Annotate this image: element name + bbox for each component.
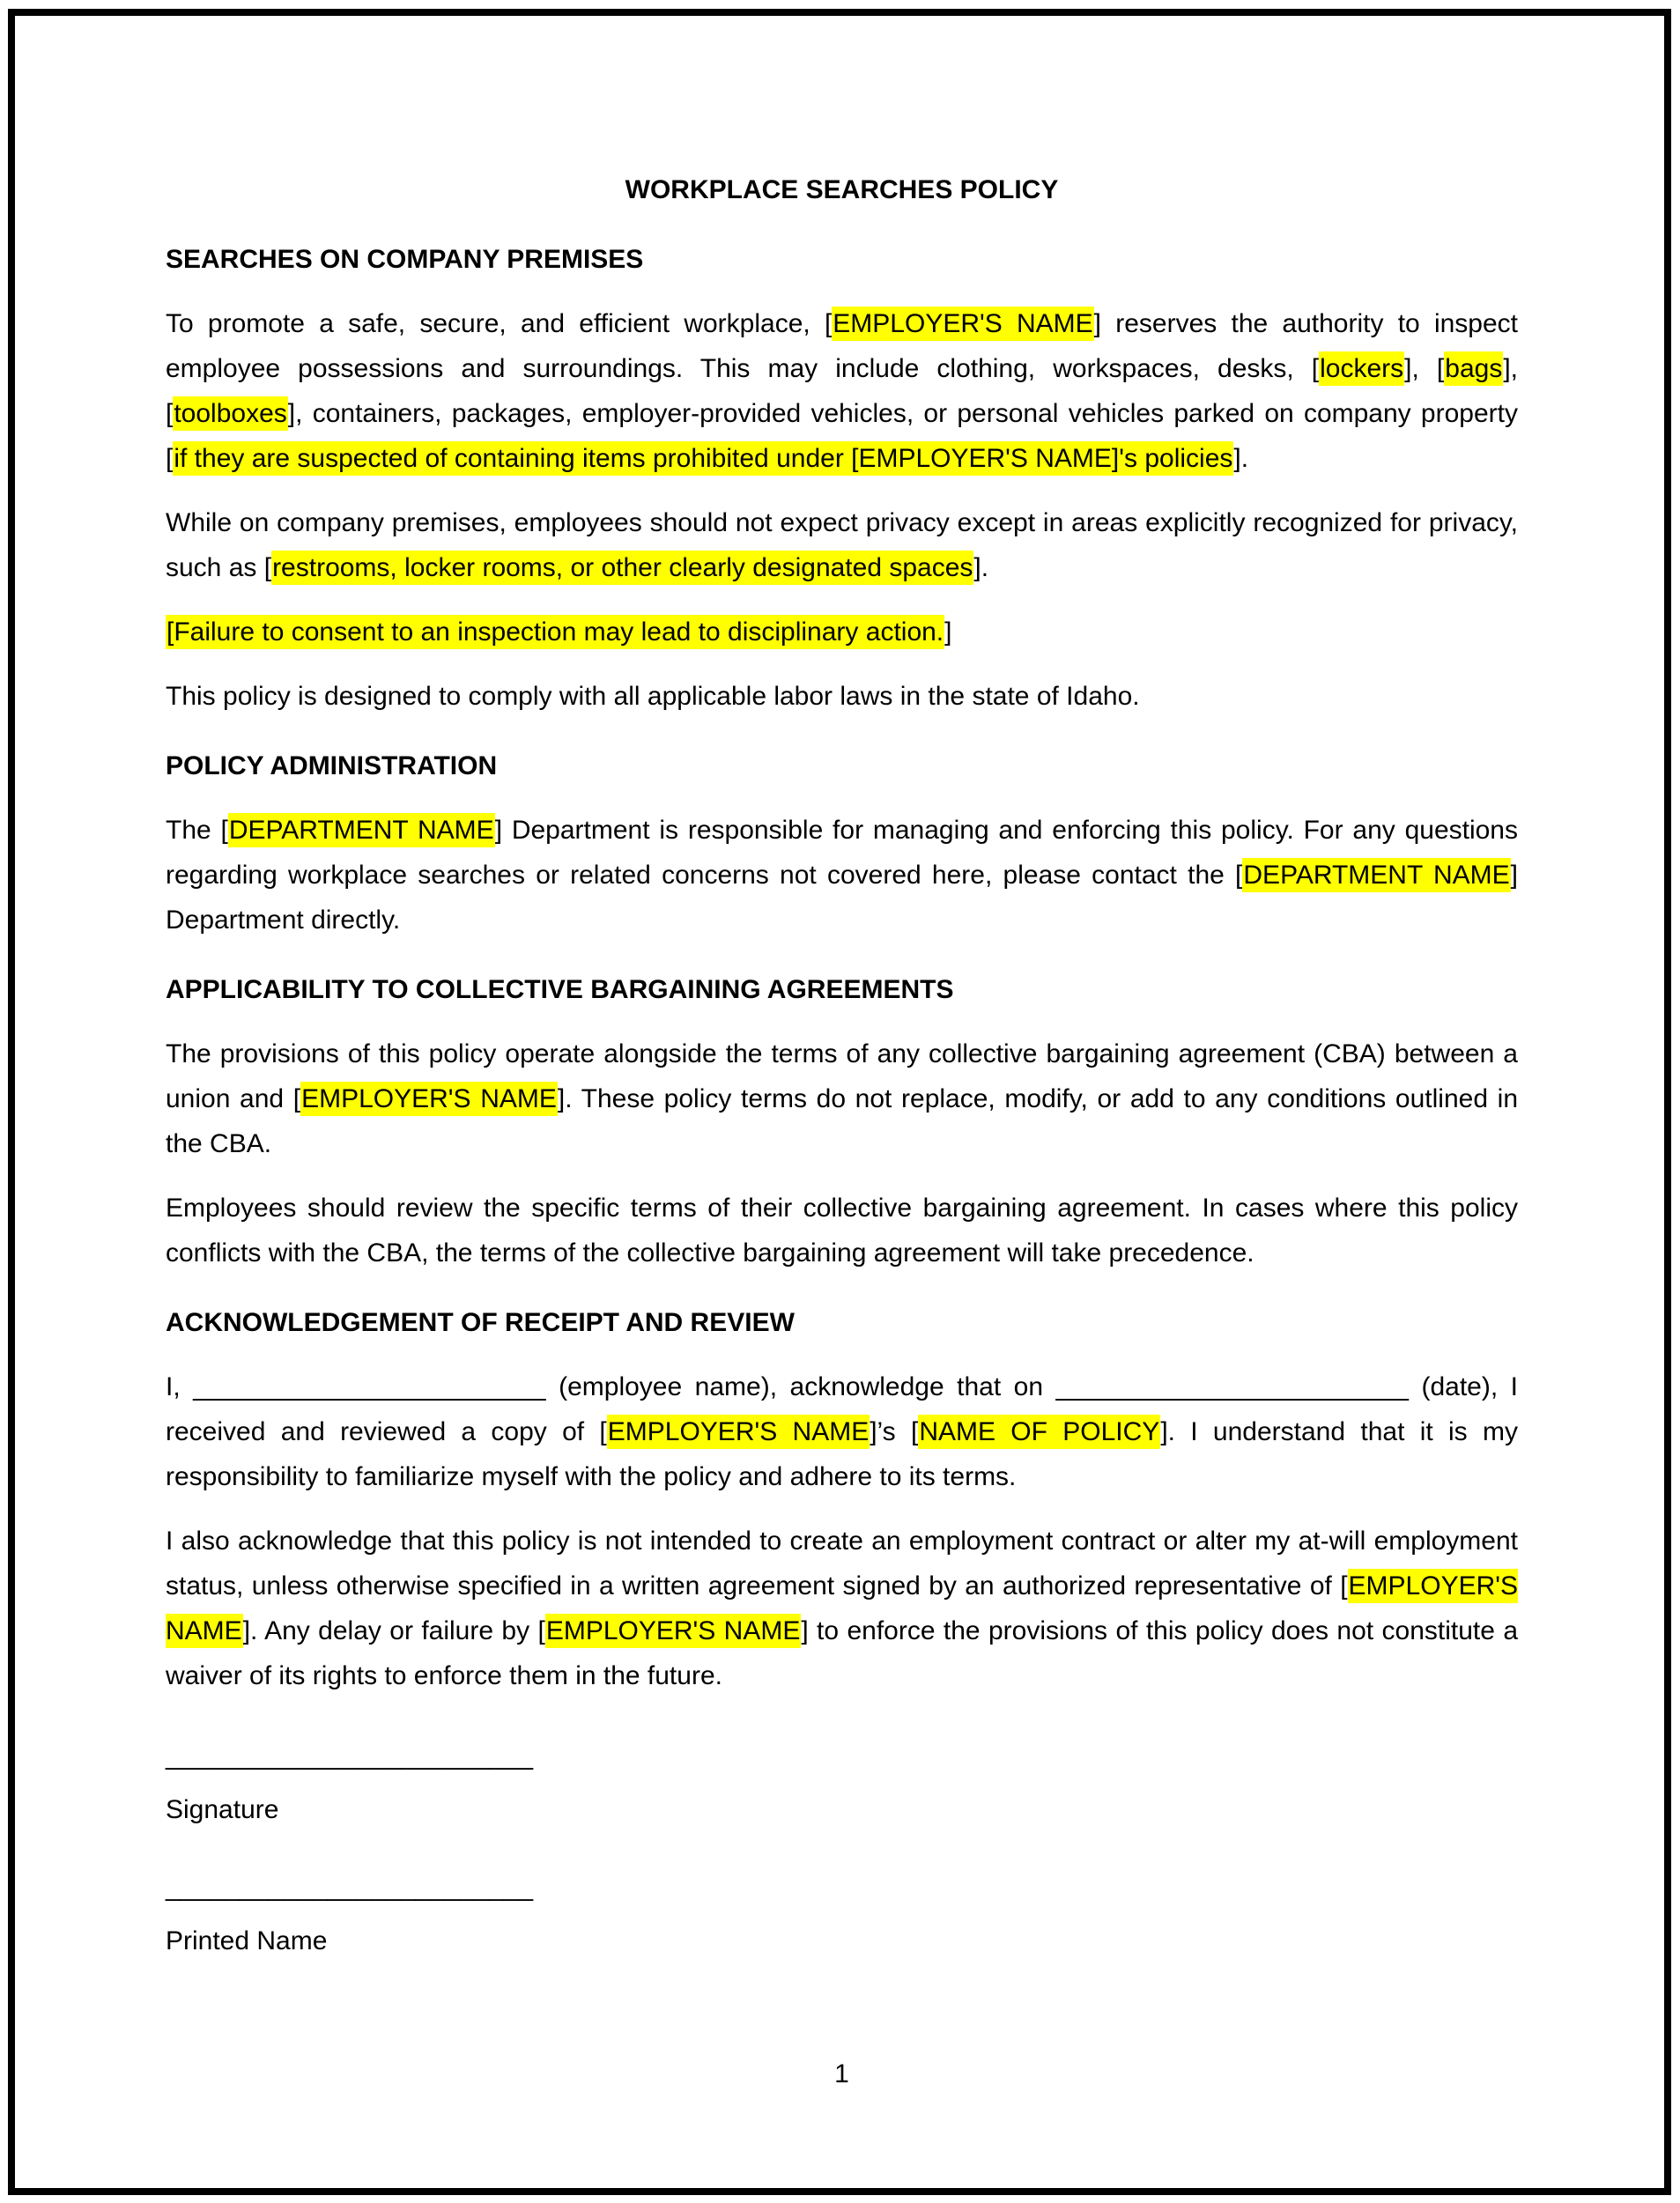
paragraph-policy-administration [166,808,1518,943]
document-content [166,0,1518,2096]
text-segment: Employees should review the specific terms of their collective bargaining agreement. In cases where this policy conflicts with the CBA, the terms of the collective bargaining agreement will take precedence. [166,1194,1518,1268]
section-heading-policy-administration: POLICY ADMINISTRATION [166,751,498,780]
printed-name-label: Printed Name [166,1926,328,1955]
highlighted-placeholder: DEPARTMENT NAME [1242,858,1510,892]
text-segment: The provisions of this policy operate alongside the terms of any collective bargaining agreement (CBA) between a union and [ [166,1039,1518,1113]
text-segment: To promote a safe, secure, and efficient workplace, [ [166,309,833,338]
text-segment: ]. I understand that it is my responsibility to familiarize myself with the policy and adhere to its terms. [166,1417,1518,1491]
highlighted-placeholder: EMPLOYER'S NAME [832,307,1093,341]
text-segment: ]’s [ [870,1417,919,1446]
highlighted-placeholder: NAME OF POLICY [918,1415,1160,1449]
text-segment: I also acknowledge that this policy is not intended to create an employment contract or alter my at-will employment status, unless otherwise specified in a written agreement signed by an authorized representative of [ [166,1527,1518,1601]
paragraph-labor-law-compliance [166,674,1518,719]
fill-in-blank[interactable]: ________________________ [1055,1372,1409,1401]
highlighted-placeholder: if they are suspected of containing items prohibited under [EMPLOYER'S NAME]'s policies [173,441,1233,476]
paragraph-privacy-expectation [166,500,1518,590]
text-segment: ] Department is responsible for managing and enforcing this policy. For any questions regarding workplace searches or related concerns not covered here, please contact the [ [166,816,1518,890]
paragraph-cba-precedence [166,1186,1518,1275]
section-heading-acknowledgement: ACKNOWLEDGEMENT OF RECEIPT AND REVIEW [166,1308,795,1337]
signature-line[interactable]: _________________________ [166,1741,534,1771]
fill-in-blank[interactable]: ________________________ [193,1372,546,1401]
highlighted-placeholder: lockers [1319,351,1404,386]
page-number: 1 [834,2059,849,2088]
document-title: WORKPLACE SEARCHES POLICY [625,175,1059,204]
paragraph-acknowledgement [166,1364,1518,1499]
highlighted-placeholder: EMPLOYER'S NAME [545,1614,802,1648]
text-segment: ], containers, packages, employer-provided vehicles, or personal vehicles parked on company property [ [166,399,1518,473]
highlighted-placeholder: bags [1444,351,1503,386]
section-heading-applicability-cba: APPLICABILITY TO COLLECTIVE BARGAINING AGREEMENTS [166,975,954,1004]
text-segment: I, [166,1372,194,1401]
printed-name-line[interactable]: _________________________ [166,1873,534,1902]
text-segment: ] [944,617,952,647]
text-segment: (employee name), acknowledge that on [545,1372,1056,1401]
text-segment: ]. [973,553,989,582]
text-segment: ] Department directly. [166,861,1519,935]
highlighted-placeholder: DEPARTMENT NAME [228,813,495,847]
highlighted-placeholder: EMPLOYER'S NAME [300,1082,558,1116]
text-segment: ], [ [1404,354,1445,383]
text-segment: (date), I received and reviewed a copy of [ [166,1372,1518,1446]
paragraph-search-authority [166,301,1518,481]
highlighted-placeholder: restrooms, locker rooms, or other clearly designated spaces [271,551,973,585]
text-segment: ]. These policy terms do not replace, modify, or add to any conditions outlined in the CBA. [166,1084,1519,1158]
paragraph-consent-failure [166,610,1518,654]
highlighted-placeholder: EMPLOYER'S NAME [607,1415,870,1449]
highlighted-placeholder: toolboxes [173,396,287,431]
text-segment: While on company premises, employees should not expect privacy except in areas explicitly recognized for privacy, such as [ [166,508,1518,582]
paragraph-at-will-disclaimer [166,1519,1518,1698]
text-segment: The [ [166,816,228,845]
text-segment: ] to enforce the provisions of this policy does not constitute a waiver of its rights to enforce them in the future. [166,1616,1518,1690]
highlighted-placeholder: [Failure to consent to an inspection may lead to disciplinary action. [166,615,944,649]
section-heading-searches-on-company-premises: SEARCHES ON COMPANY PREMISES [166,245,644,274]
text-segment: This policy is designed to comply with all applicable labor laws in the state of Idaho. [166,682,1140,711]
signature-label: Signature [166,1795,279,1824]
text-segment: ]. [1233,444,1249,473]
highlighted-placeholder: EMPLOYER'S NAME [166,1569,1518,1648]
text-segment: ]. Any delay or failure by [ [242,1616,545,1645]
text-segment: ] reserves the authority to inspect employee possessions and surroundings. This may include clothing, workspaces, desks, [ [166,309,1518,383]
text-segment: ], [ [166,354,1518,428]
paragraph-cba-provisions [166,1031,1518,1166]
